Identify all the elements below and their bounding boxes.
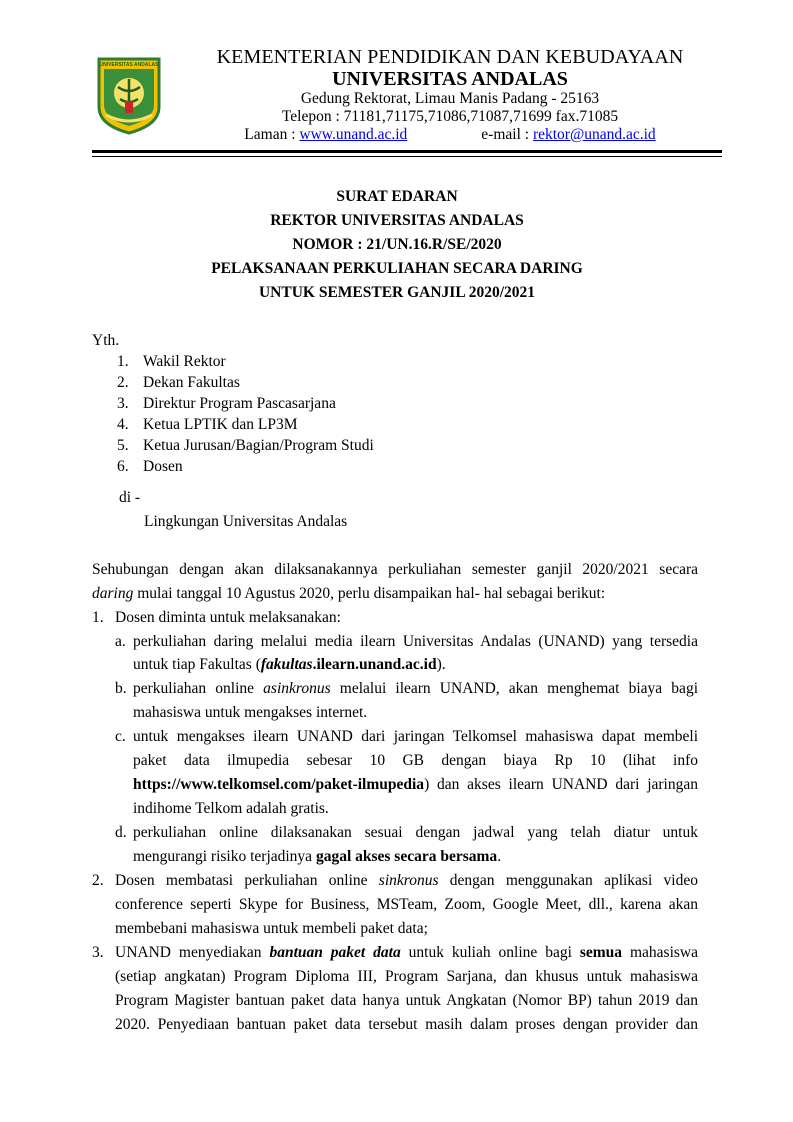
ministry-name: KEMENTERIAN PENDIDIKAN DAN KEBUDAYAAN: [216, 46, 684, 68]
point-2-number: 2.: [92, 872, 104, 889]
point-1c-line-4: indihome Telkom adalah gratis.: [133, 800, 329, 817]
point-1b-line-2: mahasiswa untuk mengakses internet.: [133, 704, 368, 721]
address: Gedung Rektorat, Limau Manis Padang - 25163: [300, 90, 600, 107]
recipient-item: Wakil Rektor: [143, 353, 226, 370]
contact-line: Laman : www.unand.ac.id e-mail : rektor@unand.ac.id: [244, 126, 656, 143]
issuer: REKTOR UNIVERSITAS ANDALAS: [270, 212, 524, 229]
point-1c-line-3: https://www.telkomsel.com/paket-ilmupedia) dan akses ilearn UNAND dari jaringan: [133, 776, 698, 793]
recipient-item: Ketua LPTIK dan LP3M: [143, 416, 298, 433]
recipient-location: Lingkungan Universitas Andalas: [144, 513, 348, 530]
point-2-line-2: conference seperti Skype for Business, MSTeam, Zoom, Google Meet, dll., karena akan: [115, 896, 698, 913]
recipient-number: 2.: [117, 374, 129, 391]
recipient-number: 5.: [117, 437, 129, 454]
point-1b-line-1: perkuliahan online asinkronus melalui ilearn UNAND, akan menghemat biaya bagi: [133, 680, 698, 697]
salutation: Yth.: [92, 332, 120, 349]
recipient-number: 3.: [117, 395, 129, 412]
point-2-line-1: Dosen membatasi perkuliahan online sinkronus dengan menggunakan aplikasi video: [115, 872, 698, 889]
point-3-line-2: (setiap angkatan) Program Diploma III, Program Sarjana, dan khusus untuk mahasiswa: [115, 968, 698, 985]
header-rule-thin: [92, 156, 722, 157]
point-2-line-3: membebani mahasiswa untuk membeli paket data;: [115, 920, 428, 937]
point-3-line-3: Program Magister bantuan paket data hanya untuk Angkatan (Nomor BP) tahun 2019 dan: [115, 992, 698, 1009]
university-name: UNIVERSITAS ANDALAS: [332, 68, 568, 90]
point-1d-letter: d.: [115, 824, 127, 841]
recipient-item: Direktur Program Pascasarjana: [143, 395, 336, 412]
point-3-line-4: 2020. Penyediaan bantuan paket data tersebut masih dalam proses dengan provider dan: [115, 1016, 698, 1033]
point-1-text: Dosen diminta untuk melaksanakan:: [115, 609, 341, 626]
recipient-number: 1.: [117, 353, 129, 370]
di-label: di -: [119, 489, 141, 506]
website-link[interactable]: www.unand.ac.id: [299, 126, 408, 143]
point-3-number: 3.: [92, 944, 104, 961]
recipient-number: 6.: [117, 458, 129, 475]
point-1c-line-2: paket data ilmupedia sebesar 10 GB dengan biaya Rp 10 (lihat info: [133, 752, 698, 769]
point-1c-line-1: untuk mengakses ilearn UNAND dari jaringan Telkomsel mahasiswa dapat membeli: [133, 728, 698, 745]
subject: PELAKSANAAN PERKULIAHAN SECARA DARING: [211, 260, 583, 277]
header-rule: [92, 150, 722, 153]
point-1d-line-2: mengurangi risiko terjadinya gagal akses secara bersama.: [133, 848, 502, 865]
subject-semester: UNTUK SEMESTER GANJIL 2020/2021: [258, 284, 536, 301]
point-1a-letter: a.: [115, 633, 126, 650]
doc-type: SURAT EDARAN: [336, 188, 458, 205]
point-3-line-1: UNAND menyediakan bantuan paket data untuk kuliah online bagi semua mahasiswa: [115, 944, 698, 961]
recipient-item: Ketua Jurusan/Bagian/Program Studi: [143, 437, 374, 454]
recipient-item: Dekan Fakultas: [143, 374, 240, 391]
doc-number: NOMOR : 21/UN.16.R/SE/2020: [292, 236, 502, 253]
recipient-item: Dosen: [143, 458, 183, 475]
intro-line-1: Sehubungan dengan akan dilaksanakannya perkuliahan semester ganjil 2020/2021 secara: [92, 561, 698, 578]
recipient-number: 4.: [117, 416, 129, 433]
phone-fax: Telepon : 71181,71175,71086,71087,71699 fax.71085: [281, 108, 619, 125]
point-1c-letter: c.: [115, 728, 126, 745]
point-1b-letter: b.: [115, 680, 127, 697]
intro-line-2: daring mulai tanggal 10 Agustus 2020, perlu disampaikan hal- hal sebagai berikut:: [92, 585, 606, 602]
point-1d-line-1: perkuliahan online dilaksanakan sesuai dengan jadwal yang telah diatur untuk: [133, 824, 698, 841]
university-logo: [94, 55, 164, 135]
svg-text:UNIVERSITAS ANDALAS: UNIVERSITAS ANDALAS: [99, 62, 159, 68]
email-link[interactable]: rektor@unand.ac.id: [532, 126, 656, 143]
point-1a-line-2: untuk tiap Fakultas (fakultas.ilearn.unand.ac.id).: [133, 656, 446, 673]
point-1-number: 1.: [92, 609, 104, 626]
point-1a-line-1: perkuliahan daring melalui media ilearn Universitas Andalas (UNAND) yang tersedia: [133, 633, 698, 650]
